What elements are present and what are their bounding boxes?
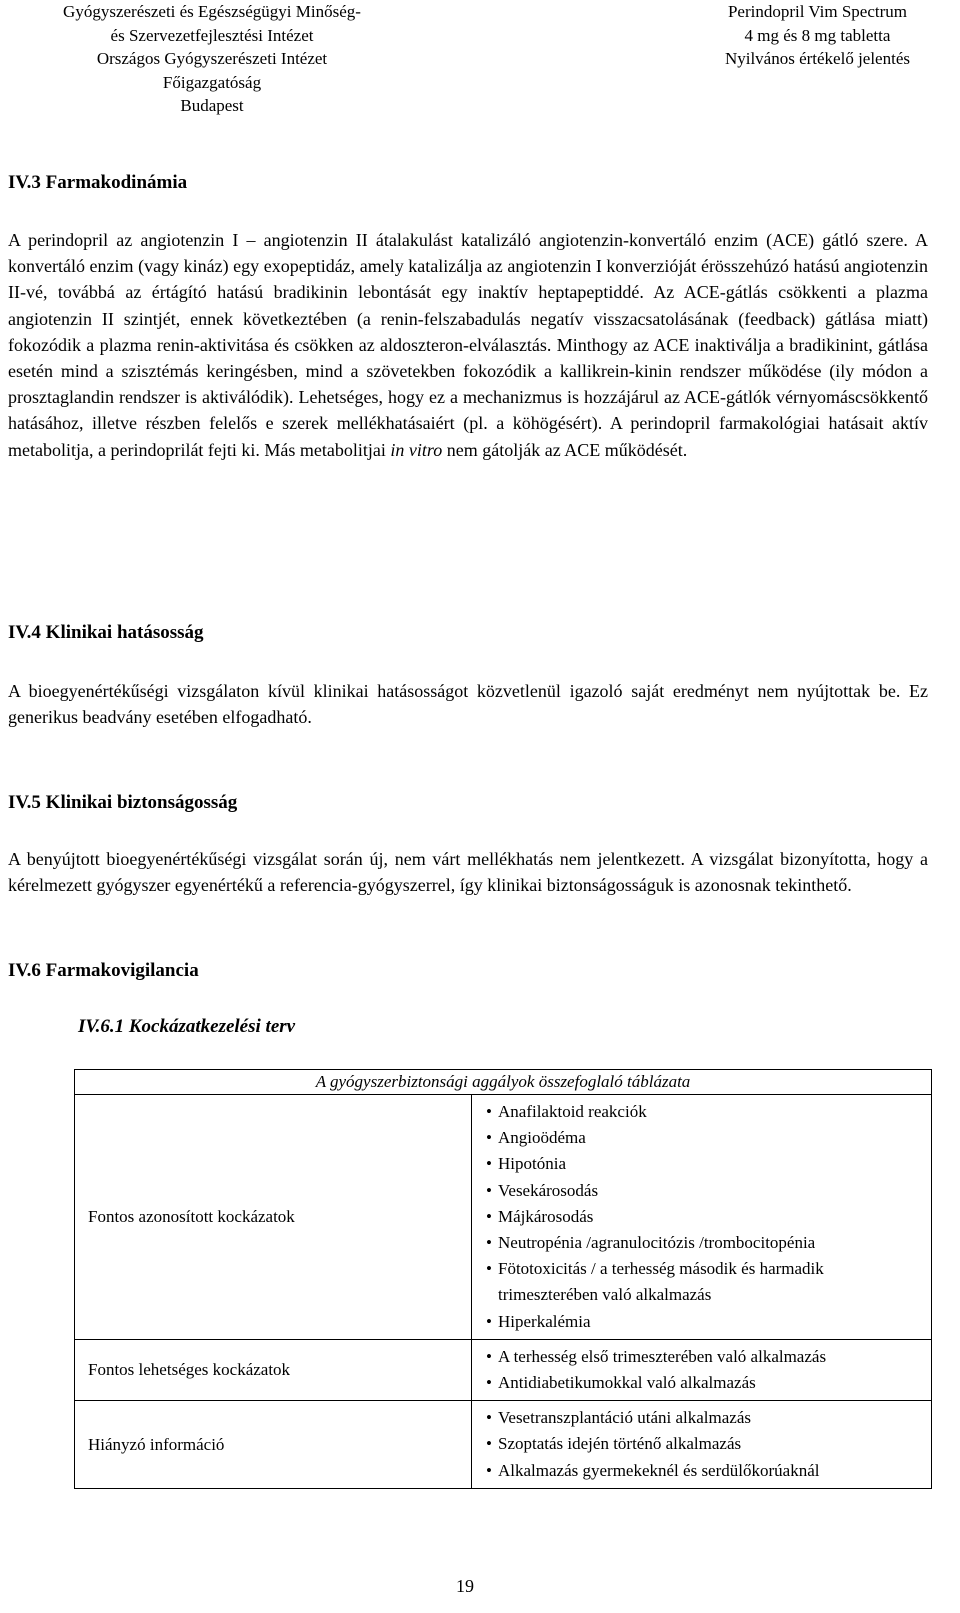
header-left-line: Főigazgatóság (162, 72, 262, 92)
list-item: • Antidiabetikumokkal való alkalmazás (486, 1370, 927, 1396)
paragraph-text: A perindopril az angiotenzin I – angiotenzin II átalakulást katalizáló angiotenzin-konvertáló enzim (ACE) gátló szere. A konvertáló enzim (vagy kináz) egy exopeptidáz, amely katalizálja az angiotenzin I konverzióját érösszehúzó hatású angiotenzin II-vé, továbbá az értágító hatású bradikinin lebontását egy inaktív heptapeptiddé. Az ACE-gátlás csökkenti a plazma angiotenzin II szintjét, ennek következtében (a renin-felszabadulás negatív visszacsatolásának (feedback) gátlása miatt) fokozódik a plazma renin-aktivitása és csökken az aldoszteron-elválasztás. Minthogy az ACE inaktiválja a bradikinint, gátlása esetén mind a szisztémás keringésben, mind a szövetekben fokozódik a kallikrein-kinin rendszer működése (ily módon a prosztaglandin rendszer is aktiválódik). Lehetséges, hogy ez a mechanizmus is hozzájárul az ACE-gátlók vérnyomáscsökkentő hatásához, illetve részben felelős e szerek mellékhatásaiért (pl. a köhögésért). A perindopril farmakológiai hatásait aktív metabolitja, a perindoprilát fejti ki. Más metabolitjai (8, 230, 928, 460)
paragraph-klinikai-biztonsagossag: A benyújtott bioegyenértékűségi vizsgálat során új, nem várt mellékhatás nem jelentkezett. A vizsgálat bizonyította, hogy a kérelmezett gyógyszer egyenértékű a referencia-gyógyszerrel, így klinikai biztonságosságuk is azonosnak tekinthető. (8, 849, 928, 896)
table-row (75, 1339, 932, 1400)
section-heading-klinikai-biztonsagossag: IV.5 Klinikai biztonságosság (8, 792, 238, 813)
header-left-line: Országos Gyógyszerészeti Intézet (96, 49, 328, 68)
header-right-line: Nyilvános értékelő jelentés (724, 49, 910, 68)
list-item: • Hiperkalémia (486, 1309, 927, 1335)
row-label: Hiányzó információ (75, 1401, 472, 1489)
header-institution (2, 0, 422, 118)
subsection-heading-kockazatkezelesi-terv: IV.6.1 Kockázatkezelési terv (78, 1016, 296, 1037)
paragraph-klinikai-hatasossag: A bioegyenértékűségi vizsgálaton kívül klinikai hatásosságot közvetlenül igazoló saját eredményt nem nyújtottak be. Ez generikus beadvány esetében elfogadható. (8, 681, 928, 728)
section-heading-klinikai-hatasossag: IV.4 Klinikai hatásosság (8, 622, 204, 643)
list-item: • Májkárosodás (486, 1204, 927, 1230)
list-item: • Vesekárosodás (486, 1178, 927, 1204)
page-number: 19 (456, 1576, 474, 1596)
header-right-line: Perindopril Vim Spectrum (727, 2, 907, 21)
table-row (75, 1401, 932, 1489)
list-item: • Angioödéma (486, 1125, 927, 1151)
list-item: • Szoptatás idején történő alkalmazás (486, 1431, 927, 1457)
list-item: • Vesetranszplantáció utáni alkalmazás (486, 1405, 927, 1431)
list-item: • Hipotónia (486, 1151, 927, 1177)
header-right-line: 4 mg és 8 mg tabletta (744, 25, 891, 45)
table-title-row (75, 1070, 932, 1095)
table-title: A gyógyszerbiztonsági aggályok összefoglaló táblázata (75, 1070, 932, 1095)
header-left-line: Budapest (180, 96, 244, 115)
row-label: Fontos lehetséges kockázatok (75, 1339, 472, 1400)
section-heading-farmakovigilancia: IV.6 Farmakovigilancia (8, 960, 199, 981)
header-left-line: és Szervezetfejlesztési Intézet (110, 25, 314, 45)
row-items (472, 1401, 932, 1489)
list-item: • Alkalmazás gyermekeknél és serdülőkorúaknál (486, 1458, 927, 1484)
header-left-line: Gyógyszerészeti és Egészségügyi Minőség- (63, 2, 361, 21)
row-items (472, 1339, 932, 1400)
header-product (725, 0, 910, 71)
list-item: • Anafilaktoid reakciók (486, 1099, 927, 1125)
row-items (472, 1095, 932, 1340)
paragraph-farmakodinamia (8, 227, 928, 463)
paragraph-text-end: nem gátolják az ACE működését. (442, 439, 688, 460)
table-row (75, 1095, 932, 1340)
list-item: • Fötotoxicitás / a terhesség második és harmadik trimeszterében való alkalmazás (486, 1256, 927, 1308)
section-heading-farmakodinamia: IV.3 Farmakodinámia (8, 172, 188, 193)
row-label: Fontos azonosított kockázatok (75, 1095, 472, 1340)
list-item: • A terhesség első trimeszterében való alkalmazás (486, 1344, 927, 1370)
italic-term: in vitro (390, 439, 443, 460)
risk-summary-table (74, 1069, 932, 1489)
list-item: • Neutropénia /agranulocitózis /trombocitopénia (486, 1230, 927, 1256)
